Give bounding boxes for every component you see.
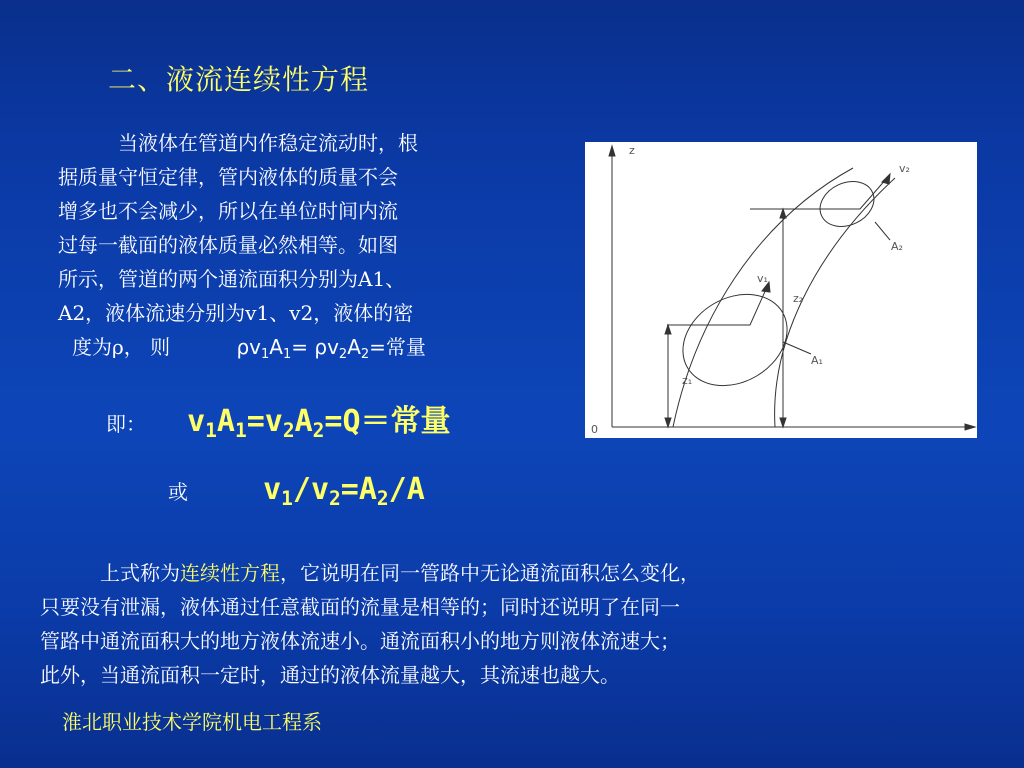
- ratio-formula-row: [168, 472, 425, 510]
- formula-label-ji: 即：: [106, 412, 146, 436]
- label-v2: v₂: [899, 162, 910, 175]
- para1-line-2: 据质量守恒定律，管内液体的质量不会: [58, 165, 398, 189]
- label-z1: z₁: [682, 374, 693, 387]
- label-z: z: [629, 144, 635, 157]
- footer-institution: 淮北职业技术学院机电工程系: [62, 710, 322, 734]
- a1-leader: [783, 342, 811, 354]
- pipe-flow-diagram: [585, 142, 977, 438]
- para1-line-4: 过每一截面的液体质量必然相等。如图: [58, 233, 398, 257]
- para1-line-6: A2，液体流速分别为v1、v2，液体的密: [58, 301, 414, 325]
- para2-line-2: 只要没有泄漏，液体通过任意截面的流量是相等的；同时还说明了在同一: [40, 595, 680, 619]
- para1-line-1: 当液体在管道内作稳定流动时，根: [118, 131, 418, 155]
- x-axis-arrow: [965, 424, 975, 430]
- continuity-equation-term: 连续性方程: [180, 561, 280, 585]
- label-a1: A₁: [811, 354, 823, 367]
- continuity-formula-row: [106, 396, 451, 440]
- para2-line-4: 此外，当通流面积一定时，通过的液体流量越大，其流速也越大。: [40, 663, 620, 687]
- mass-formula: $\rho v_1A_1= \rho v_2A_2=$常量: [236, 335, 426, 362]
- explanation-paragraph: [40, 556, 980, 692]
- formula-label-huo: 或: [168, 480, 188, 504]
- para1-line-5: 所示，管道的两个通流面积分别为A1、: [58, 267, 406, 291]
- z-axis-arrow: [609, 146, 615, 156]
- section-a2: [813, 173, 882, 235]
- v1-arrow: [735, 287, 767, 325]
- label-z2: z₂: [793, 292, 804, 305]
- pipe-flow-svg: [585, 142, 977, 438]
- label-v1: v₁: [757, 272, 768, 285]
- label-a2: A₂: [891, 240, 903, 253]
- continuity-formula: $v_1A_1=v_2A_2=Q=$常量: [187, 404, 451, 442]
- intro-paragraph: [58, 126, 554, 364]
- para2-line-1: 上式称为连续性方程，它说明在同一管路中无论通流面积怎么变化，: [100, 561, 700, 585]
- v2-arrow: [847, 178, 887, 209]
- label-origin: 0: [591, 423, 598, 436]
- para1-last-prefix: 度为ρ， 则: [72, 335, 171, 359]
- pipe-wall-left: [673, 168, 853, 427]
- para2-line-3: 管路中通流面积大的地方液体流速小。通流面积小的地方则液体流速大；: [40, 629, 680, 653]
- ratio-formula: $v_1/v_2=A_2/A$: [263, 472, 425, 510]
- slide-title: 二、液流连续性方程: [108, 63, 370, 96]
- a2-leader: [875, 222, 890, 240]
- para1-line-3: 增多也不会减少，所以在单位时间内流: [58, 199, 398, 223]
- para1-line-7: [58, 330, 554, 364]
